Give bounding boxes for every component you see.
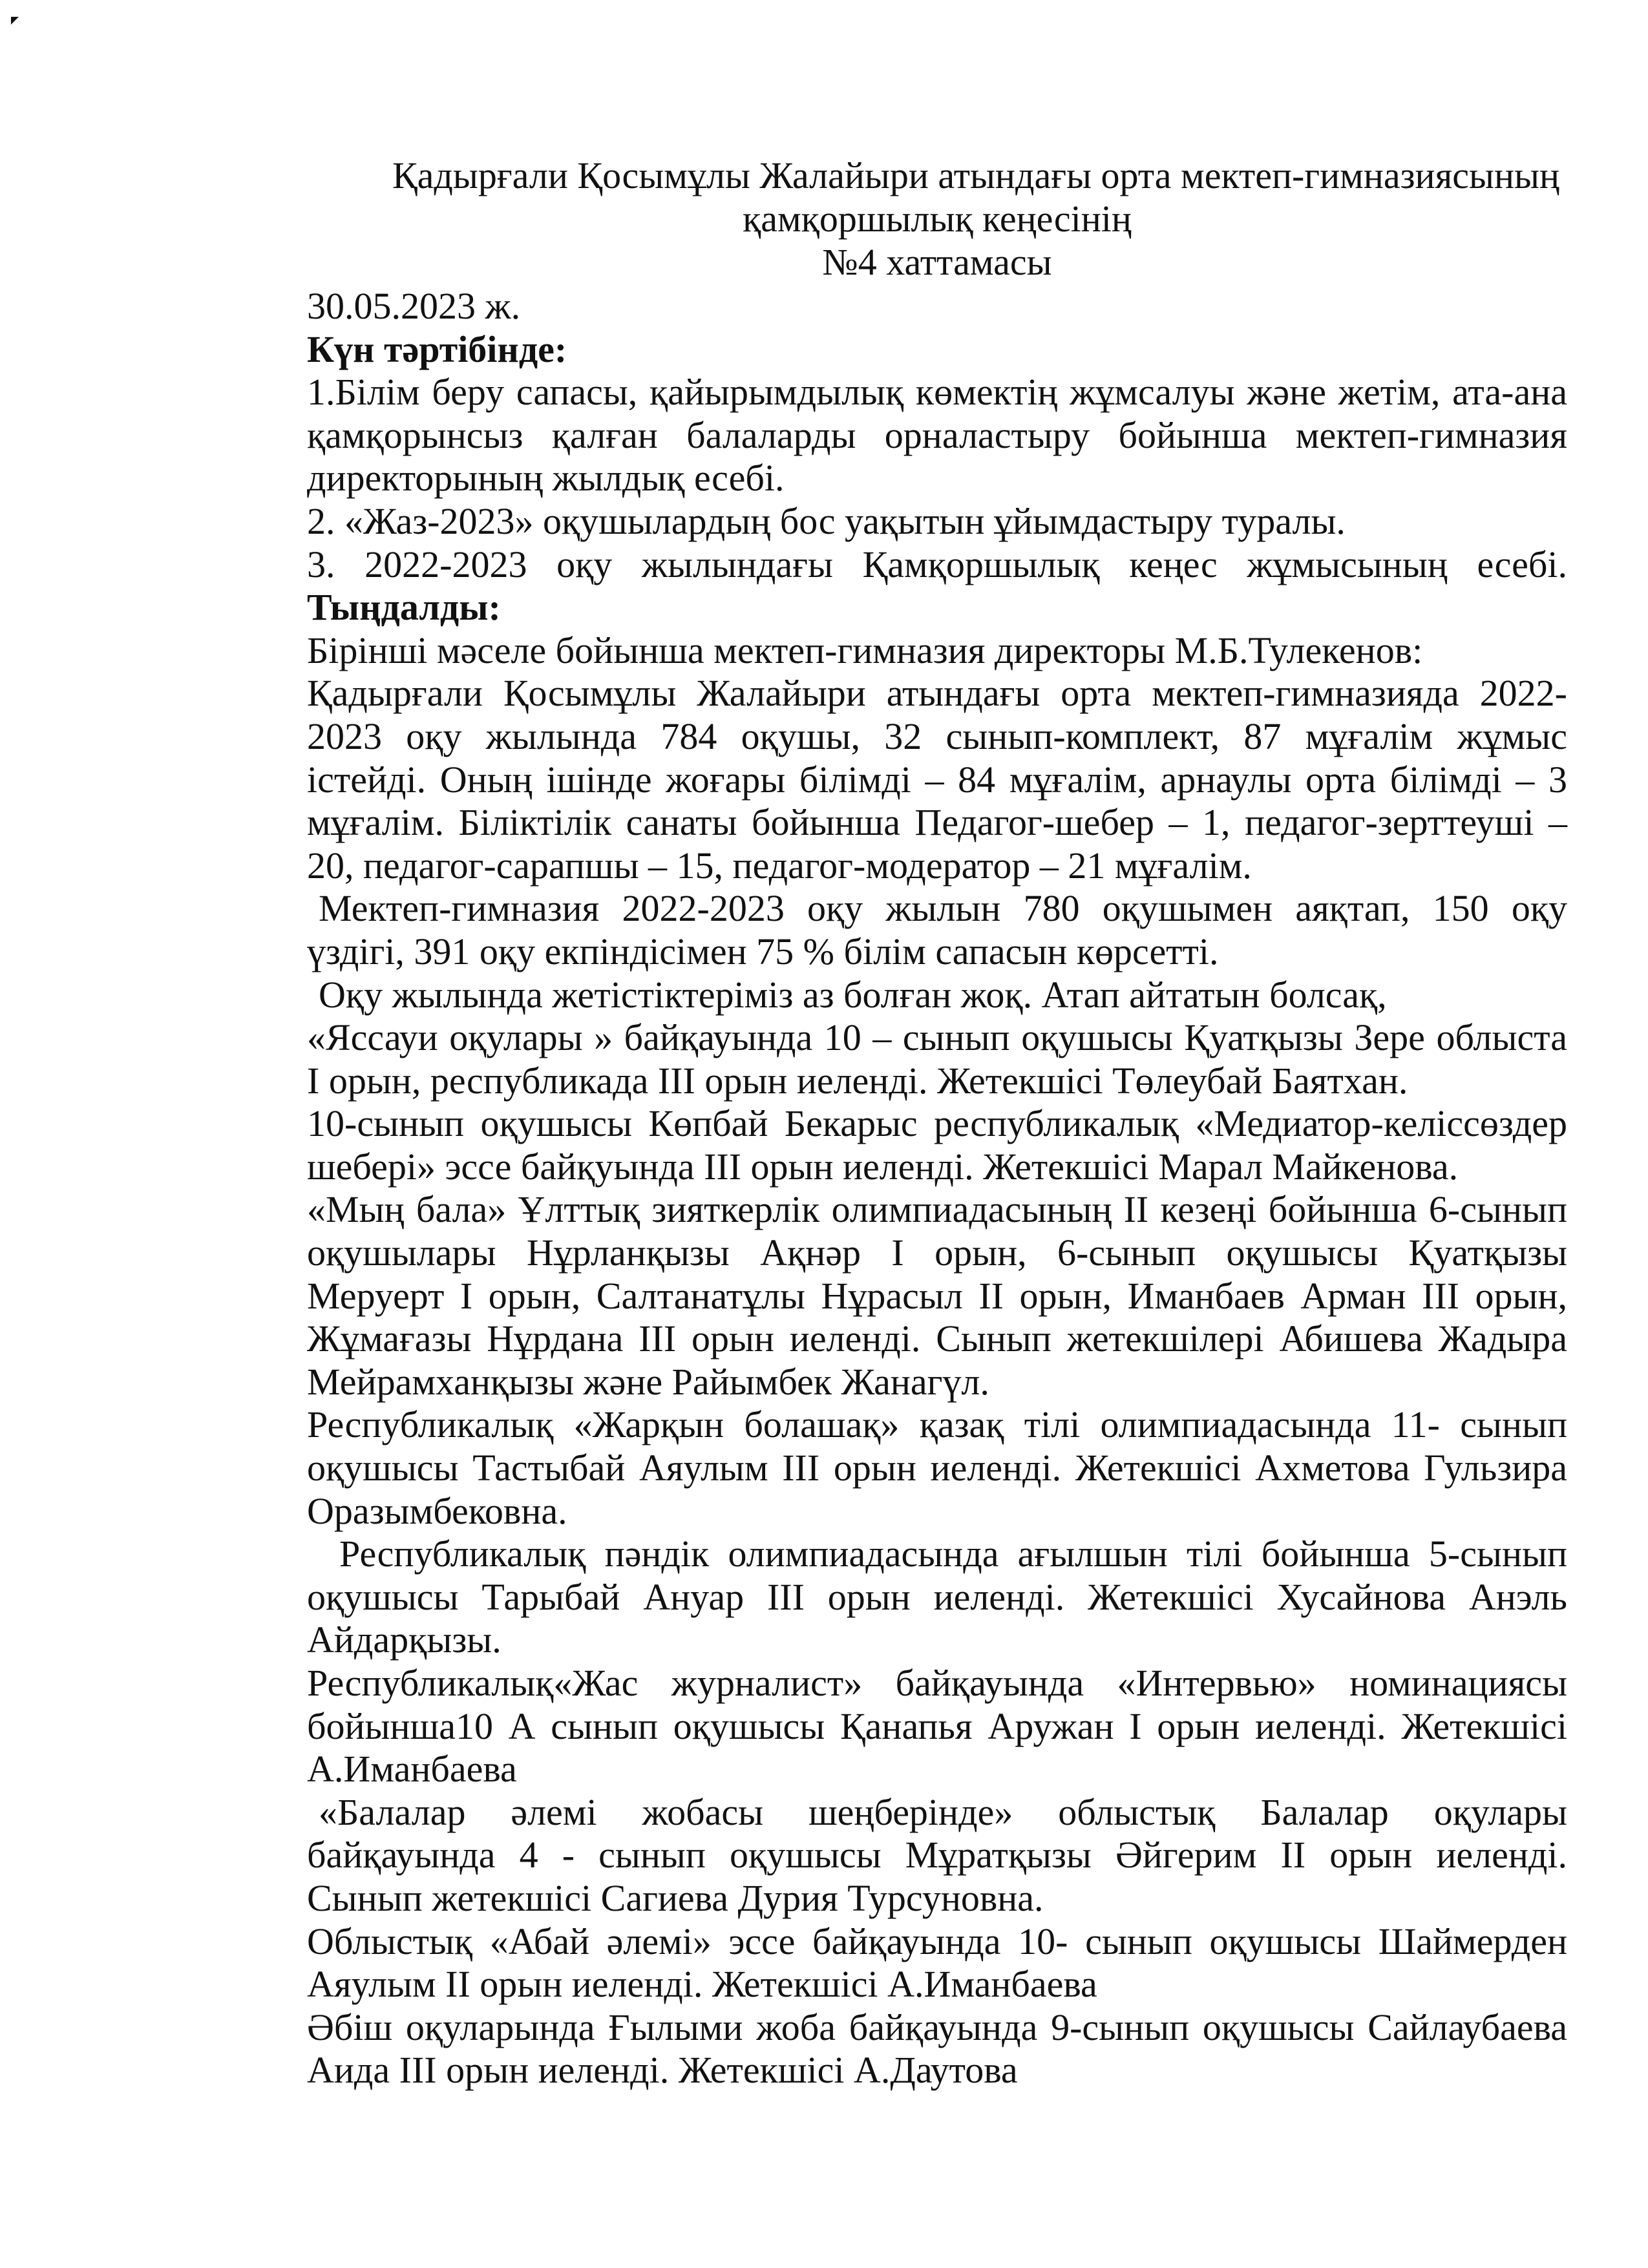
paragraph-line: Мейрамханқызы және Райымбек Жанагүл. <box>307 1360 989 1403</box>
agenda-heading: Күн тәртібінде: <box>307 328 567 370</box>
paragraph-line: Әбіш оқуларында Ғылыми жоба байқауында 9-сынып оқушысы Сайлаубаева <box>307 2006 1567 2048</box>
document-body <box>307 285 1567 2092</box>
paragraph-line: Аяулым ІІ орын иеленді. Жетекшісі А.Иманбаева <box>307 1963 1097 2006</box>
paragraph-line: Қадырғали Қосымұлы Жалайыри атындағы орта мектеп-гимназияда 2022- <box>307 672 1567 715</box>
paragraph-line: Жұмағазы Нұрдана ІІІ орын иеленді. Сынып жетекшілері Абишева Жадыра <box>307 1318 1567 1360</box>
report-paragraph <box>307 1791 1567 1920</box>
scan-corner-mark <box>11 17 19 25</box>
report-paragraph <box>307 672 1567 887</box>
paragraph-line: Аида ІІІ орын иеленді. Жетекшісі А.Даутова <box>307 2049 1018 2092</box>
paragraph-line: оқушылары Нұрланқызы Ақнәр І орын, 6-сынып оқушысы Қуатқызы <box>307 1232 1567 1274</box>
paragraph-line: Республикалық «Жарқын болашақ» қазақ тілі олимпиадасында 11- сынып <box>307 1403 1567 1446</box>
paragraph-line: Республикалық пәндік олимпиадасында ағылшын тілі бойынша 5-сынып <box>339 1533 1567 1575</box>
agenda-item <box>307 371 1567 500</box>
paragraph-line: мұғалім. Біліктілік санаты бойынша Педагог-шебер – 1, педагог-зерттеуші – <box>307 801 1567 844</box>
paragraph-line: Бірінші мәселе бойынша мектеп-гимназия директоры М.Б.Тулекенов: <box>307 629 1423 671</box>
paragraph-line: Республикалық«Жас журналист» байқауында «Интервью» номинациясы <box>307 1662 1567 1704</box>
report-paragraph <box>307 1188 1567 1403</box>
report-paragraph <box>307 887 1567 973</box>
paragraph-line: Меруерт І орын, Салтанатұлы Нұрасыл ІІ орын, Иманбаев Арман ІІІ орын, <box>307 1274 1567 1317</box>
paragraph-line: 1.Білім беру сапасы, қайырымдылық көмектің жұмсалуы және жетім, ата-ана <box>307 371 1567 414</box>
title-line-2: қамқоршылық кеңесінің <box>743 198 1132 240</box>
report-paragraph <box>307 1662 1567 1791</box>
report-paragraph <box>307 1403 1567 1533</box>
paragraph-line: 20, педагог-сарапшы – 15, педагог-модератор – 21 мұғалім. <box>307 844 1252 887</box>
report-paragraph <box>307 974 1567 1017</box>
report-paragraph <box>307 1016 1567 1102</box>
paragraph-line: Облыстық «Абай әлемі» эссе байқауында 10- сынып оқушысы Шаймерден <box>307 1920 1567 1962</box>
paragraph-line: «Мың бала» Ұлттық зияткерлік олимпиадасының ІІ кезеңі бойынша 6-сынып <box>307 1188 1567 1231</box>
paragraph-line: директорының жылдық есебі. <box>307 457 785 499</box>
paragraph-line: 2. «Жаз-2023» оқушылардың бос уақытын ұйымдастыру туралы. <box>307 499 1346 542</box>
report-paragraph <box>307 1533 1567 1662</box>
paragraph-line: байқауында 4 - сынып оқушысы Мұратқызы Әйгерим ІІ орын иеленді. <box>307 1834 1567 1876</box>
paragraph-line: шебері» эссе байқуында ІІІ орын иеленді. Жетекшісі Марал Майкенова. <box>307 1145 1459 1188</box>
paragraph-line: Айдарқызы. <box>307 1619 502 1661</box>
heard-heading: Тыңдалды: <box>307 586 501 629</box>
paragraph-line: істейді. Оның ішінде жоғары білімді – 84 мұғалім, арнаулы орта білімді – 3 <box>307 758 1567 801</box>
paragraph-line: бойынша10 А сынып оқушысы Қанапья Аружан І орын иеленді. Жетекшісі <box>307 1705 1567 1747</box>
agenda-list <box>307 371 1567 586</box>
paragraph-line: 10-сынып оқушысы Көпбай Бекарыс республикалық «Медиатор-келіссөздер <box>307 1102 1567 1145</box>
paragraph-line: қамқорынсыз қалған балаларды орналастыру бойынша мектеп-гимназия <box>307 414 1567 456</box>
paragraph-line: Мектеп-гимназия 2022-2023 оқу жылын 780 оқушымен аяқтап, 150 оқу <box>319 887 1567 930</box>
paragraph-line: Оразымбековна. <box>307 1489 567 1532</box>
paragraph-line: оқушысы Тастыбай Аяулым ІІІ орын иеленді. Жетекшісі Ахметова Гульзира <box>307 1447 1567 1489</box>
document-date: 30.05.2023 ж. <box>307 285 521 327</box>
paragraph-line: І орын, республикада ІІІ орын иеленді. Жетекшісі Төлеубай Баятхан. <box>307 1059 1408 1102</box>
paragraph-line: А.Иманбаева <box>307 1748 517 1790</box>
paragraph-line: 3. 2022-2023 оқу жылындағы Қамқоршылық кеңес жұмысының есебі. <box>307 543 1567 585</box>
report-paragraph <box>307 1920 1567 2006</box>
title-line-1: Қадырғали Қосымұлы Жалайыри атындағы орта мектеп-гимназиясының <box>392 154 1560 196</box>
agenda-item <box>307 500 1567 543</box>
report-paragraph <box>307 1102 1567 1188</box>
paragraph-line: Сынып жетекшісі Сагиева Дурия Турсуновна. <box>307 1876 1044 1919</box>
paragraph-line: үздігі, 391 оқу екпіндісімен 75 % білім сапасын көрсетті. <box>307 930 1219 972</box>
title-line-3: №4 хаттамасы <box>822 241 1052 283</box>
paragraph-line: Оқу жылында жетістіктеріміз аз болған жоқ. Атап айтатын болсақ, <box>319 973 1387 1016</box>
paragraph-line: 2023 оқу жылында 784 оқушы, 32 сынып-комплект, 87 мұғалім жұмыс <box>307 715 1567 757</box>
document-title <box>307 154 1567 284</box>
report-paragraph <box>307 629 1567 673</box>
report-paragraph <box>307 2006 1567 2092</box>
heard-section <box>307 629 1567 2092</box>
agenda-item <box>307 543 1567 587</box>
paragraph-line: оқушысы Тарыбай Ануар ІІІ орын иеленді. Жетекшісі Хусайнова Анэль <box>307 1575 1567 1618</box>
paragraph-line: «Балалар әлемі жобасы шеңберінде» облыстық Балалар оқулары <box>319 1790 1567 1833</box>
paragraph-line: «Яссауи оқулары » байқауында 10 – сынып оқушысы Қуатқызы Зере облыста <box>307 1016 1567 1059</box>
